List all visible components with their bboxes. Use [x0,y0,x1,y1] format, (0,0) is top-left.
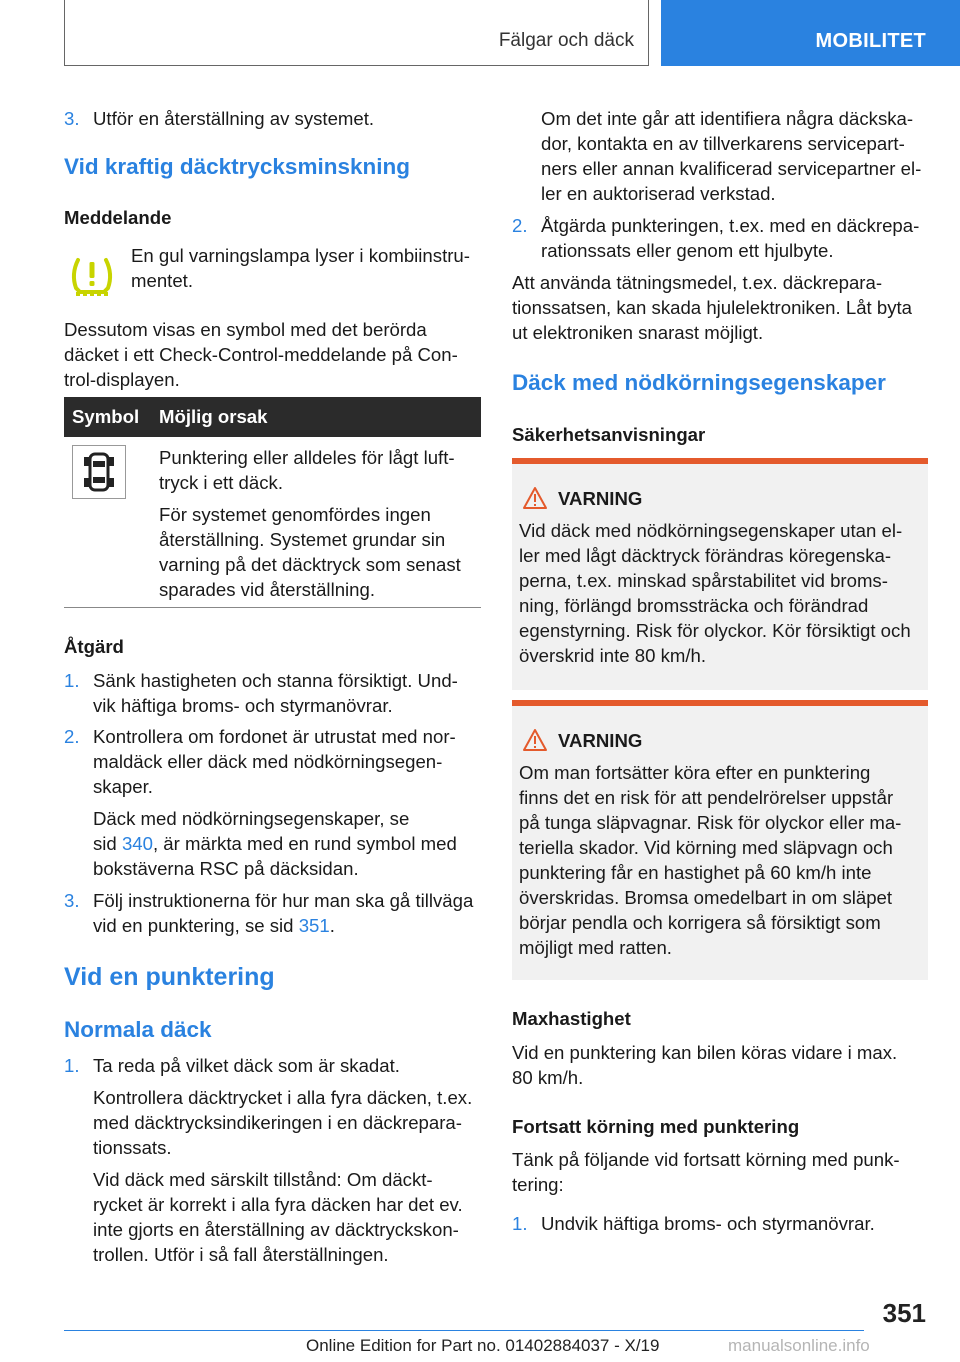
warning-triangle-icon [522,486,548,515]
chapter-title: MOBILITET [815,30,926,52]
warning-text: Vid däck med nödkörningsegenskaper utan el- ler med lågt däcktryck förändras köregenska- perna, t.ex. minskad spårstabilitet vid broms- ning, förlängd bromssträcka och förändrad egenstyrning. Risk för olyckor. Kör försiktigt och överskrid inte 80 km/h. [519,520,911,666]
page-link-340[interactable]: 340 [121,833,153,854]
heading-normal-tires: Normala däck [64,1017,212,1042]
list-item-normal-1: 1. Ta reda på vilket däck som är skadat. [64,1055,400,1076]
warning-box-1 [512,458,928,690]
rsc-paragraph: Däck med nödkörningsegenskaper, se sid 340, är märkta med en rund symbol med bokstäverna RSC på däcksidan. [93,808,457,879]
cause-paragraph-2: För systemet genomfördes ingen återställning. Systemet grundar sin varning på det däcktryck som senast sparades vid återställning. [159,504,461,600]
list-number: 3. [64,108,80,129]
normal-paragraph-2: Vid däck med särskilt tillstånd: Om däckt- rycket är korrekt i alla fyra däcken har det ev. inte gjorts en återställning av däcktryckskon- trollen. Utför i så fall återställningen. [93,1169,463,1265]
normal-paragraph-1: Kontrollera däcktrycket i alla fyra däcken, t.ex. med däcktrycksindikeringen i en däckrepara- tionssats. [93,1087,473,1158]
page-number: 351 [882,1298,926,1328]
heading-continued-driving: Fortsatt körning med punktering [512,1116,800,1137]
heading-message: Meddelande [64,207,172,228]
warning-title: VARNING [558,730,643,751]
section-title: Fälgar och däck [498,30,634,51]
car-tire-symbol-icon [72,445,126,499]
list-item-reset [64,106,482,131]
symbol-paragraph: Dessutom visas en symbol med det berörda däcket i ett Check-Control-meddelande på Con- trol-displayen. [64,319,458,390]
heading-action: Åtgärd [64,636,124,657]
list-item-fix-puncture: 2. Åtgärda punkteringen, t.ex. med en däckrepa- rationssats eller genom ett hjulbyte. [512,215,920,261]
sealant-paragraph: Att använda tätningsmedel, t.ex. däckrepara- tionssatsen, kan skada hjulelektroniken. Låt byta ut elektroniken snarast möjligt. [512,272,913,343]
warning-box-2 [512,700,928,980]
heading-max-speed: Maxhastighet [512,1008,631,1029]
cause-paragraph-1: Punktering eller alldeles för lågt luft- tryck i ett däck. [159,447,455,493]
page-link-351[interactable]: 351 [298,915,330,936]
max-speed-paragraph: Vid en punktering kan bilen köras vidare i max. 80 km/h. [512,1042,898,1088]
list-text: Utför en återställning av systemet. [93,108,375,129]
section-header-box [64,0,649,66]
table-bottom-rule [64,607,481,608]
col-cause: Möjlig orsak [159,406,268,427]
continued-paragraph: Tänk på följande vid fortsatt körning med punk- tering: [512,1149,900,1195]
chapter-tab[interactable] [661,0,960,66]
list-item-action-2: 2. Kontrollera om fordonet är utrustat med nor- maldäck eller däck med nödkörningsegen- skaper. [64,726,456,797]
edition-text: Online Edition for Part no. 01402884037 - X/19 [306,1336,660,1355]
warning-title: VARNING [558,488,643,509]
symbol-table-header [64,397,481,437]
warning-triangle-icon [522,728,548,757]
tire-pressure-warning-icon [68,252,116,300]
warning-text: Om man fortsätter köra efter en punktering finns det en risk för att pendelrörelser uppstår på tunga släpvagnar. Risk för olyckor eller ma- teriella skador. Vid körning med släpvagn och punktering får en hastighet på 60 km/h inte överskridas. Bromsa omedelbart in om släpet börjar pendla och korrigera så försiktigt som möjligt med ratten. [519,762,902,958]
list-item-continued-1: 1. Undvik häftiga broms- och styrmanövrar. [512,1213,875,1234]
contact-paragraph: Om det inte går att identifiera några däckska- dor, kontakta en av tillverkarens servicepart- ners eller annan kvalificerad servicepartner el- ler en auktoriserad verkstad. [541,108,922,204]
list-item-action-3: 3. Följ instruktionerna för hur man ska gå tillväga vid en punktering, se sid 351. [64,890,474,936]
list-item-action-1: 1. Sänk hastigheten och stanna försiktigt. Und- vik häftiga broms- och styrmanövrar. [64,670,458,716]
footer-rule [64,1330,864,1331]
message-text: En gul varningslampa lyser i kombiinstru- mentet. [131,245,470,291]
watermark: manualsonline.info [728,1336,870,1355]
heading-pressure-loss: Vid kraftig däcktrycksminskning [64,154,410,179]
heading-puncture: Vid en punktering [64,963,275,991]
page-header [0,0,960,66]
col-symbol: Symbol [72,406,140,427]
heading-safety: Säkerhetsanvisningar [512,424,706,445]
heading-runflat: Däck med nödkörningsegenskaper [512,370,886,395]
